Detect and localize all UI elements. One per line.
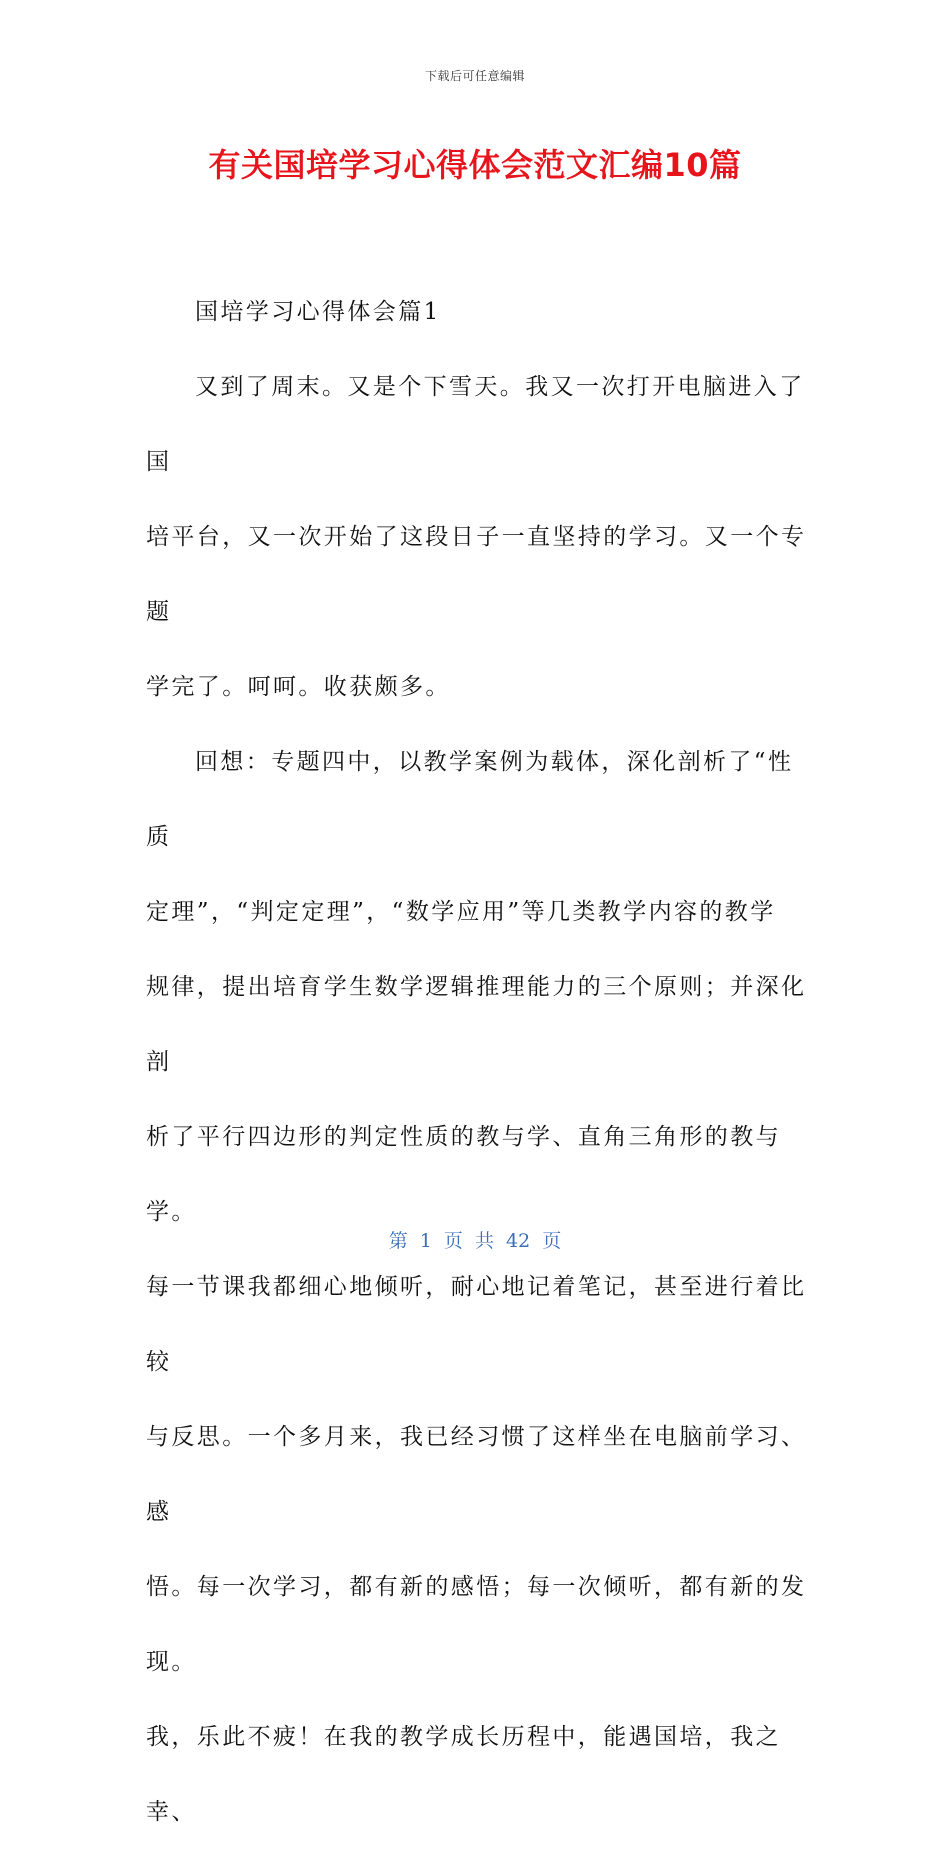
paragraph-line: 我，乐此不疲！在我的教学成长历程中，能遇国培，我之幸、 — [146, 1724, 781, 1825]
paragraph-line: 与反思。一个多月来，我已经习惯了这样坐在电脑前学习、感 — [146, 1424, 807, 1525]
paragraph-line: 悟。每一次学习，都有新的感悟；每一次倾听，都有新的发现。 — [146, 1574, 807, 1675]
paragraph-line: 定理”，“判定定理”，“数学应用”等几类教学内容的教学 — [146, 899, 776, 925]
paragraph-line: 培平台，又一次开始了这段日子一直坚持的学习。又一个专题 — [146, 524, 807, 625]
document-body — [146, 275, 811, 1850]
document-title: 有关国培学习心得体会范文汇编10篇 — [208, 146, 742, 184]
header-note: 下载后可任意编辑 — [424, 69, 525, 83]
paragraph-line: 学完了。呵呵。收获颇多。 — [146, 674, 451, 700]
paragraph-line: 回想：专题四中，以教学案例为载体，深化剖析了“性质 — [146, 749, 794, 850]
page-number: 第 1 页 共 42 页 — [388, 1230, 562, 1252]
paragraph-line: 又到了周末。又是个下雪天。我又一次打开电脑进入了国 — [146, 374, 805, 475]
paragraph-line: 析了平行四边形的判定性质的教与学、直角三角形的教与学。 — [146, 1124, 781, 1225]
section-heading: 国培学习心得体会篇1 — [195, 299, 441, 325]
paragraph-line: 规律，提出培育学生数学逻辑推理能力的三个原则；并深化剖 — [146, 974, 807, 1075]
paragraph-line: 每一节课我都细心地倾听，耐心地记着笔记，甚至进行着比较 — [146, 1274, 807, 1375]
